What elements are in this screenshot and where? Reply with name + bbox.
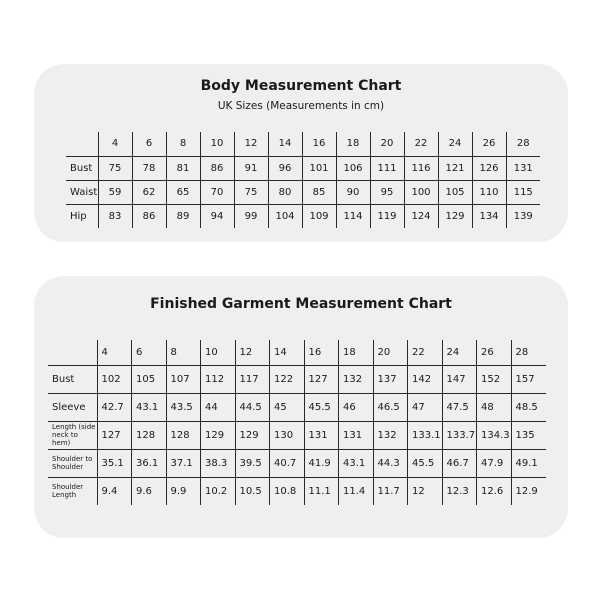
- measurement-cell: 11.4: [339, 477, 374, 505]
- size-header: 22: [404, 132, 438, 156]
- size-header: 24: [442, 340, 477, 365]
- measurement-cell: 41.9: [304, 449, 339, 477]
- measurement-cell: 12.3: [442, 477, 477, 505]
- size-header: 6: [132, 132, 166, 156]
- measurement-cell: 43.1: [339, 449, 374, 477]
- table-row: [66, 180, 540, 204]
- size-header: 12: [235, 340, 270, 365]
- table-row: [48, 421, 546, 449]
- measurement-cell: 9.6: [132, 477, 167, 505]
- measurement-cell: 117: [235, 365, 270, 393]
- measurement-cell: 46: [339, 393, 374, 421]
- measurement-cell: 129: [438, 204, 472, 228]
- measurement-cell: 36.1: [132, 449, 167, 477]
- measurement-cell: 90: [336, 180, 370, 204]
- measurement-cell: 137: [373, 365, 408, 393]
- row-label: Bust: [70, 162, 93, 174]
- measurement-cell: 157: [511, 365, 546, 393]
- measurement-cell: 109: [302, 204, 336, 228]
- measurement-cell: 131: [339, 421, 374, 449]
- measurement-cell: 59: [98, 180, 132, 204]
- body-measurement-table: [66, 132, 540, 228]
- size-header: 8: [166, 132, 200, 156]
- size-header: 18: [339, 340, 374, 365]
- body-chart-subtitle: UK Sizes (Measurements in cm): [217, 100, 385, 112]
- size-header: 26: [477, 340, 512, 365]
- measurement-cell: 47.9: [477, 449, 512, 477]
- measurement-cell: 107: [166, 365, 201, 393]
- measurement-cell: 101: [302, 156, 336, 180]
- measurement-cell: 142: [408, 365, 443, 393]
- measurement-cell: 119: [370, 204, 404, 228]
- measurement-cell: 46.5: [373, 393, 408, 421]
- measurement-cell: 129: [235, 421, 270, 449]
- measurement-cell: 94: [200, 204, 234, 228]
- measurement-cell: 112: [201, 365, 236, 393]
- size-header: 6: [132, 340, 167, 365]
- measurement-cell: 10.8: [270, 477, 305, 505]
- measurement-cell: 133.7: [442, 421, 477, 449]
- measurement-cell: 114: [336, 204, 370, 228]
- measurement-cell: 45.5: [408, 449, 443, 477]
- measurement-cell: 49.1: [511, 449, 546, 477]
- table-row: [48, 365, 546, 393]
- measurement-cell: 139: [506, 204, 540, 228]
- garment-size-header-row: [48, 340, 546, 365]
- table-row: [66, 156, 540, 180]
- table-row: [66, 204, 540, 228]
- measurement-cell: 83: [98, 204, 132, 228]
- row-label: Length (side neck to hem): [52, 423, 96, 447]
- size-header: 8: [166, 340, 201, 365]
- measurement-cell: 128: [166, 421, 201, 449]
- size-header: 20: [373, 340, 408, 365]
- size-header: 28: [506, 132, 540, 156]
- size-header: 14: [268, 132, 302, 156]
- measurement-cell: 80: [268, 180, 302, 204]
- size-header: 14: [270, 340, 305, 365]
- measurement-cell: 127: [97, 421, 132, 449]
- measurement-cell: 12: [408, 477, 443, 505]
- measurement-cell: 38.3: [201, 449, 236, 477]
- table-row: [48, 393, 546, 421]
- measurement-cell: 129: [201, 421, 236, 449]
- measurement-cell: 134.3: [477, 421, 512, 449]
- measurement-cell: 75: [234, 180, 268, 204]
- measurement-cell: 37.1: [166, 449, 201, 477]
- measurement-cell: 105: [132, 365, 167, 393]
- measurement-cell: 122: [270, 365, 305, 393]
- table-row: [48, 477, 546, 505]
- measurement-cell: 48: [477, 393, 512, 421]
- size-header: 20: [370, 132, 404, 156]
- size-header: 4: [97, 340, 132, 365]
- measurement-cell: 81: [166, 156, 200, 180]
- measurement-cell: 134: [472, 204, 506, 228]
- measurement-cell: 132: [373, 421, 408, 449]
- measurement-cell: 86: [200, 156, 234, 180]
- size-header: 18: [336, 132, 370, 156]
- size-header: 26: [472, 132, 506, 156]
- measurement-cell: 11.1: [304, 477, 339, 505]
- measurement-cell: 86: [132, 204, 166, 228]
- measurement-cell: 43.1: [132, 393, 167, 421]
- measurement-cell: 78: [132, 156, 166, 180]
- measurement-cell: 96: [268, 156, 302, 180]
- measurement-cell: 10.2: [201, 477, 236, 505]
- measurement-cell: 43.5: [166, 393, 201, 421]
- size-header: 16: [302, 132, 336, 156]
- measurement-cell: 40.7: [270, 449, 305, 477]
- measurement-cell: 85: [302, 180, 336, 204]
- measurement-cell: 99: [234, 204, 268, 228]
- measurement-cell: 45.5: [304, 393, 339, 421]
- measurement-cell: 133.1: [408, 421, 443, 449]
- measurement-cell: 127: [304, 365, 339, 393]
- size-header: 4: [98, 132, 132, 156]
- measurement-cell: 131: [304, 421, 339, 449]
- measurement-cell: 46.7: [442, 449, 477, 477]
- measurement-cell: 132: [339, 365, 374, 393]
- measurement-cell: 11.7: [373, 477, 408, 505]
- measurement-cell: 135: [511, 421, 546, 449]
- measurement-cell: 45: [270, 393, 305, 421]
- measurement-cell: 105: [438, 180, 472, 204]
- measurement-cell: 39.5: [235, 449, 270, 477]
- measurement-cell: 10.5: [235, 477, 270, 505]
- table-row: [48, 449, 546, 477]
- row-label: Hip: [70, 210, 87, 222]
- measurement-cell: 121: [438, 156, 472, 180]
- body-chart-title: Body Measurement Chart: [200, 78, 402, 94]
- measurement-cell: 128: [132, 421, 167, 449]
- measurement-cell: 44.5: [235, 393, 270, 421]
- measurement-cell: 115: [506, 180, 540, 204]
- measurement-cell: 104: [268, 204, 302, 228]
- size-header: 22: [408, 340, 443, 365]
- measurement-cell: 62: [132, 180, 166, 204]
- measurement-cell: 89: [166, 204, 200, 228]
- measurement-cell: 12.6: [477, 477, 512, 505]
- garment-measurement-table: [48, 340, 546, 505]
- measurement-cell: 147: [442, 365, 477, 393]
- measurement-cell: 111: [370, 156, 404, 180]
- measurement-cell: 48.5: [511, 393, 546, 421]
- row-label: Shoulder Length: [52, 483, 84, 500]
- row-label: Sleeve: [52, 401, 86, 413]
- measurement-cell: 47.5: [442, 393, 477, 421]
- body-size-header-row: [66, 132, 540, 156]
- measurement-cell: 42.7: [97, 393, 132, 421]
- measurement-cell: 70: [200, 180, 234, 204]
- measurement-cell: 110: [472, 180, 506, 204]
- size-header: 12: [234, 132, 268, 156]
- measurement-cell: 100: [404, 180, 438, 204]
- measurement-cell: 126: [472, 156, 506, 180]
- measurement-cell: 91: [234, 156, 268, 180]
- measurement-cell: 130: [270, 421, 305, 449]
- measurement-cell: 9.9: [166, 477, 201, 505]
- measurement-cell: 95: [370, 180, 404, 204]
- measurement-cell: 124: [404, 204, 438, 228]
- measurement-cell: 102: [97, 365, 132, 393]
- measurement-cell: 44.3: [373, 449, 408, 477]
- size-header: 24: [438, 132, 472, 156]
- row-label: Waist: [70, 186, 98, 198]
- row-label: Shoulder to Shoulder: [52, 455, 93, 471]
- measurement-cell: 152: [477, 365, 512, 393]
- measurement-cell: 12.9: [511, 477, 546, 505]
- size-header: 10: [200, 132, 234, 156]
- measurement-cell: 35.1: [97, 449, 132, 477]
- size-header: 10: [201, 340, 236, 365]
- measurement-cell: 44: [201, 393, 236, 421]
- garment-chart-title: Finished Garment Measurement Chart: [150, 296, 452, 312]
- measurement-cell: 47: [408, 393, 443, 421]
- corner-cell: [48, 340, 97, 365]
- measurement-cell: 116: [404, 156, 438, 180]
- corner-cell: [66, 132, 98, 156]
- measurement-cell: 131: [506, 156, 540, 180]
- row-label: Bust: [52, 373, 75, 385]
- body-measurement-card: [34, 64, 568, 242]
- measurement-cell: 65: [166, 180, 200, 204]
- measurement-cell: 9.4: [97, 477, 132, 505]
- garment-measurement-card: [34, 276, 568, 538]
- size-header: 28: [511, 340, 546, 365]
- measurement-cell: 106: [336, 156, 370, 180]
- measurement-cell: 75: [98, 156, 132, 180]
- size-header: 16: [304, 340, 339, 365]
